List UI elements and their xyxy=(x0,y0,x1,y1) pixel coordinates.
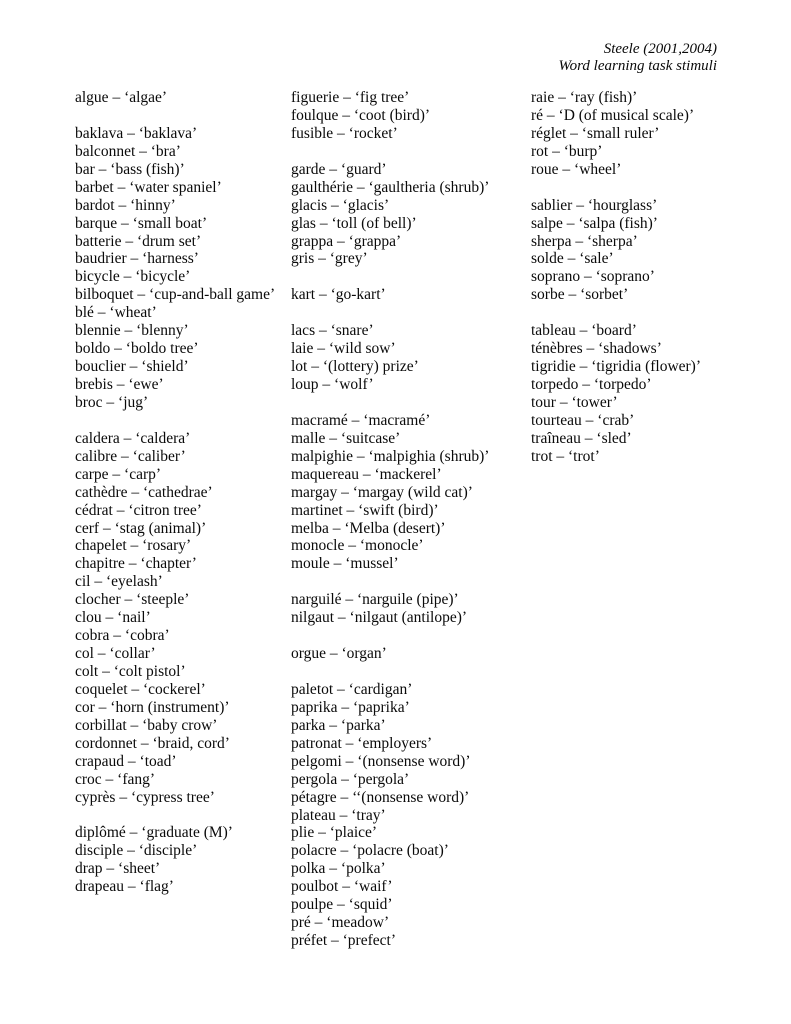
word-pair: loup – ‘wolf’ xyxy=(291,376,374,393)
word-pair: brebis – ‘ewe’ xyxy=(75,376,164,393)
word-pair: carpe – ‘carp’ xyxy=(75,465,162,483)
word-pair: malpighie – ‘malpighia (shrub)’ xyxy=(291,447,490,465)
word-pair: clocher – ‘steeple’ xyxy=(75,591,190,609)
word-pair: cor – ‘horn (instrument)’ xyxy=(75,698,230,716)
header-subtitle: Word learning task stimuli xyxy=(558,57,717,74)
blank-line xyxy=(75,412,289,430)
word-pair: bilboquet – ‘cup-and-ball game’ xyxy=(75,286,276,304)
word-pair: réglet – ‘small ruler’ xyxy=(531,124,660,142)
word-pair: boldo – ‘boldo tree’ xyxy=(75,340,199,358)
word-pair: pergola – ‘pergola’ xyxy=(291,770,410,788)
word-column-3 xyxy=(531,89,789,466)
word-pair: pétagre – ‘‘(nonsense word)’ xyxy=(291,788,470,806)
word-pair: martinet – ‘swift (bird)’ xyxy=(291,501,439,519)
word-pair: glacis – ‘glacis’ xyxy=(291,196,390,214)
word-pair: polacre – ‘polacre (boat)’ xyxy=(291,842,449,860)
word-pair: lot – ‘(lottery) prize’ xyxy=(291,358,419,376)
word-pair: rot – ‘burp’ xyxy=(531,142,603,160)
word-pair: roue – ‘wheel’ xyxy=(531,160,622,178)
word-pair: cathèdre – ‘cathedrae’ xyxy=(75,483,213,501)
word-pair: plie – ‘plaice’ xyxy=(291,824,378,842)
word-pair: bouclier – ‘shield’ xyxy=(75,358,189,376)
word-pair: gris – ‘grey’ xyxy=(291,250,368,268)
word-pair: algue – ‘algae’ xyxy=(75,89,168,106)
word-pair: laie – ‘wild sow’ xyxy=(291,340,396,358)
word-pair: cédrat – ‘citron tree’ xyxy=(75,501,202,519)
word-pair: sablier – ‘hourglass’ xyxy=(531,196,658,214)
blank-line xyxy=(291,304,530,322)
word-pair: drap – ‘sheet’ xyxy=(75,860,161,878)
word-pair: grappa – ‘grappa’ xyxy=(291,232,402,250)
word-pair: macramé – ‘macramé’ xyxy=(291,411,431,429)
blank-line xyxy=(291,627,530,645)
word-pair: crapaud – ‘toad’ xyxy=(75,752,177,770)
word-pair: tourteau – ‘crab’ xyxy=(531,411,635,429)
word-pair: cobra – ‘cobra’ xyxy=(75,627,170,645)
word-pair: cyprès – ‘cypress tree’ xyxy=(75,788,215,806)
blank-line xyxy=(291,268,530,286)
word-pair: pré – ‘meadow’ xyxy=(291,914,390,932)
word-pair: bar – ‘bass (fish)’ xyxy=(75,160,185,178)
word-pair: batterie – ‘drum set’ xyxy=(75,232,202,250)
word-pair: figuerie – ‘fig tree’ xyxy=(291,89,410,106)
word-pair: disciple – ‘disciple’ xyxy=(75,842,198,860)
word-pair: chapelet – ‘rosary’ xyxy=(75,537,192,555)
word-pair: calibre – ‘caliber’ xyxy=(75,447,186,465)
word-pair: baklava – ‘baklava’ xyxy=(75,124,198,142)
word-pair: garde – ‘guard’ xyxy=(291,160,387,178)
word-column-1 xyxy=(75,89,289,896)
word-pair: polka – ‘polka’ xyxy=(291,860,386,878)
word-pair: pelgomi – ‘(nonsense word)’ xyxy=(291,752,471,770)
blank-line xyxy=(291,663,530,681)
word-pair: corbillat – ‘baby crow’ xyxy=(75,716,218,734)
blank-line xyxy=(531,179,789,197)
word-pair: patronat – ‘employers’ xyxy=(291,734,433,752)
word-pair: monocle – ‘monocle’ xyxy=(291,537,424,555)
word-pair: narguilé – ‘narguile (pipe)’ xyxy=(291,591,459,609)
word-pair: trot – ‘trot’ xyxy=(531,447,600,465)
word-pair: cil – ‘eyelash’ xyxy=(75,573,163,591)
word-pair: poulbot – ‘waif’ xyxy=(291,878,393,896)
word-pair: broc – ‘jug’ xyxy=(75,393,149,411)
word-pair: nilgaut – ‘nilgaut (antilope)’ xyxy=(291,609,468,627)
word-pair: torpedo – ‘torpedo’ xyxy=(531,376,652,393)
word-pair: solde – ‘sale’ xyxy=(531,250,614,268)
word-pair: poulpe – ‘squid’ xyxy=(291,896,393,914)
word-pair: traîneau – ‘sled’ xyxy=(531,429,632,447)
word-pair: cordonnet – ‘braid, cord’ xyxy=(75,734,230,752)
word-pair: blennie – ‘blenny’ xyxy=(75,322,189,340)
word-pair: parka – ‘parka’ xyxy=(291,716,386,734)
word-pair: sorbe – ‘sorbet’ xyxy=(531,286,629,304)
word-pair: col – ‘collar’ xyxy=(75,645,156,663)
word-pair: kart – ‘go-kart’ xyxy=(291,286,386,304)
word-pair: paletot – ‘cardigan’ xyxy=(291,680,413,698)
word-pair: soprano – ‘soprano’ xyxy=(531,268,655,286)
word-pair: plateau – ‘tray’ xyxy=(291,806,386,824)
blank-line xyxy=(291,573,530,591)
word-pair: coquelet – ‘cockerel’ xyxy=(75,680,206,698)
word-pair: bardot – ‘hinny’ xyxy=(75,196,176,214)
word-pair: tour – ‘tower’ xyxy=(531,393,618,411)
blank-line xyxy=(531,304,789,322)
word-pair: ré – ‘D (of musical scale)’ xyxy=(531,106,695,124)
header-citation: Steele (2001,2004) xyxy=(603,41,717,57)
word-pair: barbet – ‘water spaniel’ xyxy=(75,178,222,196)
word-pair: lacs – ‘snare’ xyxy=(291,322,374,340)
word-pair: colt – ‘colt pistol’ xyxy=(75,663,186,680)
word-pair: blé – ‘wheat’ xyxy=(75,304,157,322)
word-column-2 xyxy=(291,89,530,950)
word-pair: moule – ‘mussel’ xyxy=(291,555,399,573)
word-pair: gaulthérie – ‘gaultheria (shrub)’ xyxy=(291,178,490,196)
word-pair: baudrier – ‘harness’ xyxy=(75,250,199,268)
word-pair: diplômé – ‘graduate (M)’ xyxy=(75,824,233,842)
blank-line xyxy=(291,394,530,412)
word-pair: drapeau – ‘flag’ xyxy=(75,878,174,896)
word-pair: malle – ‘suitcase’ xyxy=(291,429,401,447)
word-pair: orgue – ‘organ’ xyxy=(291,645,387,663)
word-pair: raie – ‘ray (fish)’ xyxy=(531,89,638,106)
word-pair: maquereau – ‘mackerel’ xyxy=(291,465,442,483)
word-pair: chapitre – ‘chapter’ xyxy=(75,555,197,573)
blank-line xyxy=(75,807,289,825)
word-pair: ténèbres – ‘shadows’ xyxy=(531,340,662,358)
word-pair: préfet – ‘prefect’ xyxy=(291,932,396,950)
word-pair: cerf – ‘stag (animal)’ xyxy=(75,519,207,537)
blank-line xyxy=(75,107,289,125)
word-pair: paprika – ‘paprika’ xyxy=(291,698,410,716)
word-pair: salpe – ‘salpa (fish)’ xyxy=(531,214,658,232)
word-pair: melba – ‘Melba (desert)’ xyxy=(291,519,446,537)
word-pair: caldera – ‘caldera’ xyxy=(75,429,191,447)
word-pair: fusible – ‘rocket’ xyxy=(291,124,398,142)
document-header xyxy=(559,41,717,74)
word-pair: margay – ‘margay (wild cat)’ xyxy=(291,483,473,501)
word-pair: tableau – ‘board’ xyxy=(531,322,637,340)
word-pair: barque – ‘small boat’ xyxy=(75,214,208,232)
word-pair: tigridie – ‘tigridia (flower)’ xyxy=(531,358,702,376)
word-pair: clou – ‘nail’ xyxy=(75,609,151,627)
word-pair: croc – ‘fang’ xyxy=(75,770,156,788)
word-pair: balconnet – ‘bra’ xyxy=(75,142,181,160)
word-pair: glas – ‘toll (of bell)’ xyxy=(291,214,417,232)
blank-line xyxy=(291,143,530,161)
word-pair: sherpa – ‘sherpa’ xyxy=(531,232,638,250)
word-pair: bicycle – ‘bicycle’ xyxy=(75,268,191,286)
word-pair: foulque – ‘coot (bird)’ xyxy=(291,106,431,124)
